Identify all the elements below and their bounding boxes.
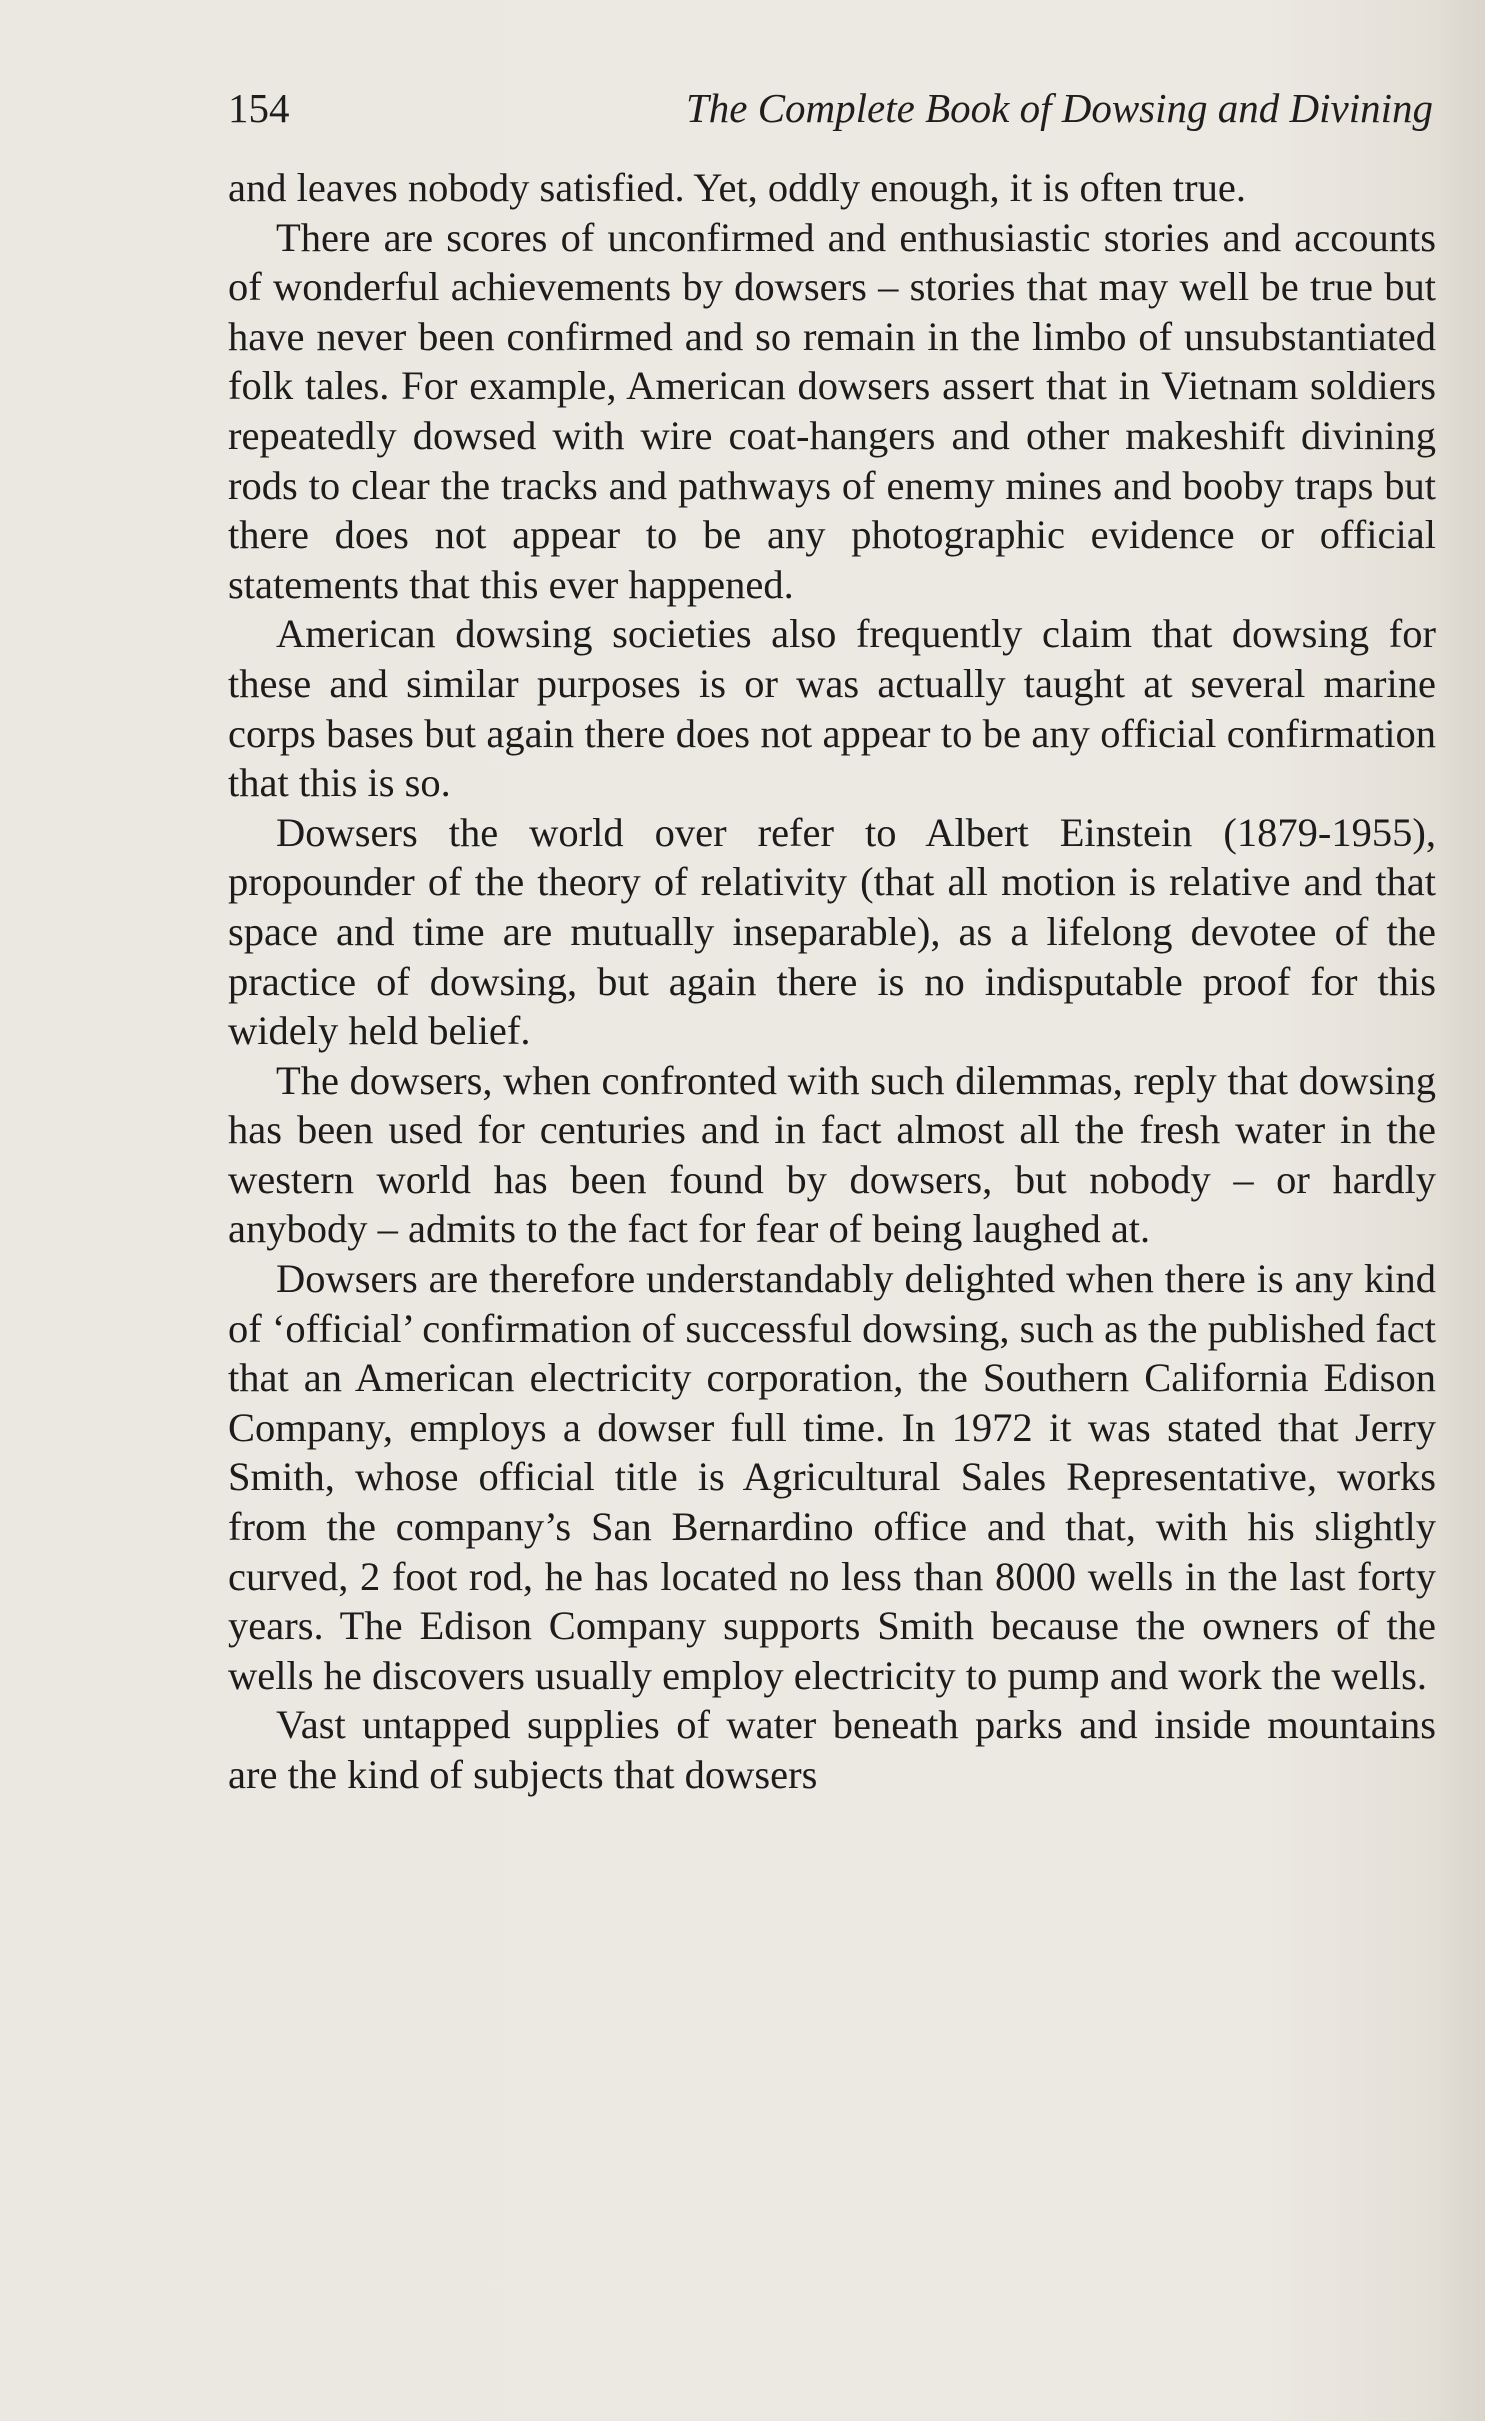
paragraph-unconfirmed-stories: There are scores of unconfirmed and enthusiastic stories and accounts of wonderful achievements by dowsers – stories that may well be true but have never been confirmed and so remain in the limbo of unsubstantiated folk tales. For example, American dowsers assert that in Vietnam soldiers repeatedly dowsed with wire coat-hangers and other makeshift divining rods to clear the tracks and pathways of enemy mines and booby traps but there does not appear to be any photographic evidence or official statements that this ever happened.: [228, 214, 1436, 607]
paragraph-einstein: Dowsers the world over refer to Albert Einstein (1879-1955), propounder of the theory of relativity (that all motion is relative and that space and time are mutually inseparable), as a lifelong devotee of the practice of dowsing, but again there is no indisputable proof for this widely held belief.: [228, 809, 1436, 1054]
running-title: The Complete Book of Dowsing and Divining: [685, 85, 1433, 131]
paragraph-continued: and leaves nobody satisfied. Yet, oddly enough, it is often true.: [228, 165, 1246, 210]
paragraph-untapped-water: Vast untapped supplies of water beneath parks and inside mountains are the kind of subjects that dowsers: [228, 1702, 1436, 1797]
body-text: [228, 163, 1436, 1800]
page-number: 154: [228, 85, 290, 131]
paragraph-marine-corps: American dowsing societies also frequently claim that dowsing for these and similar purposes is or was actually taught at several marine corps bases but again there does not appear to be any official confirmation that this is so.: [228, 611, 1436, 806]
paragraph-dowsers-reply: The dowsers, when confronted with such dilemmas, reply that dowsing has been used for centuries and in fact almost all the fresh water in the western world has been found by dowsers, but nobody – or hardly anybody – admits to the fact for fear of being laughed at.: [228, 1057, 1436, 1252]
paragraph-edison-company: Dowsers are therefore understandably delighted when there is any kind of ‘official’ confirmation of successful dowsing, such as the published fact that an American electricity corporation, the Southern California Edison Company, employs a dowser full time. In 1972 it was stated that Jerry Smith, whose official title is Agricultural Sales Representative, works from the company’s San Bernardino office and that, with his slightly curved, 2 foot rod, he has located no less than 8000 wells in the last forty years. The Edison Company supports Smith because the owners of the wells he discovers usually employ electricity to pump and work the wells.: [228, 1256, 1436, 1698]
page-header: [228, 78, 1433, 138]
